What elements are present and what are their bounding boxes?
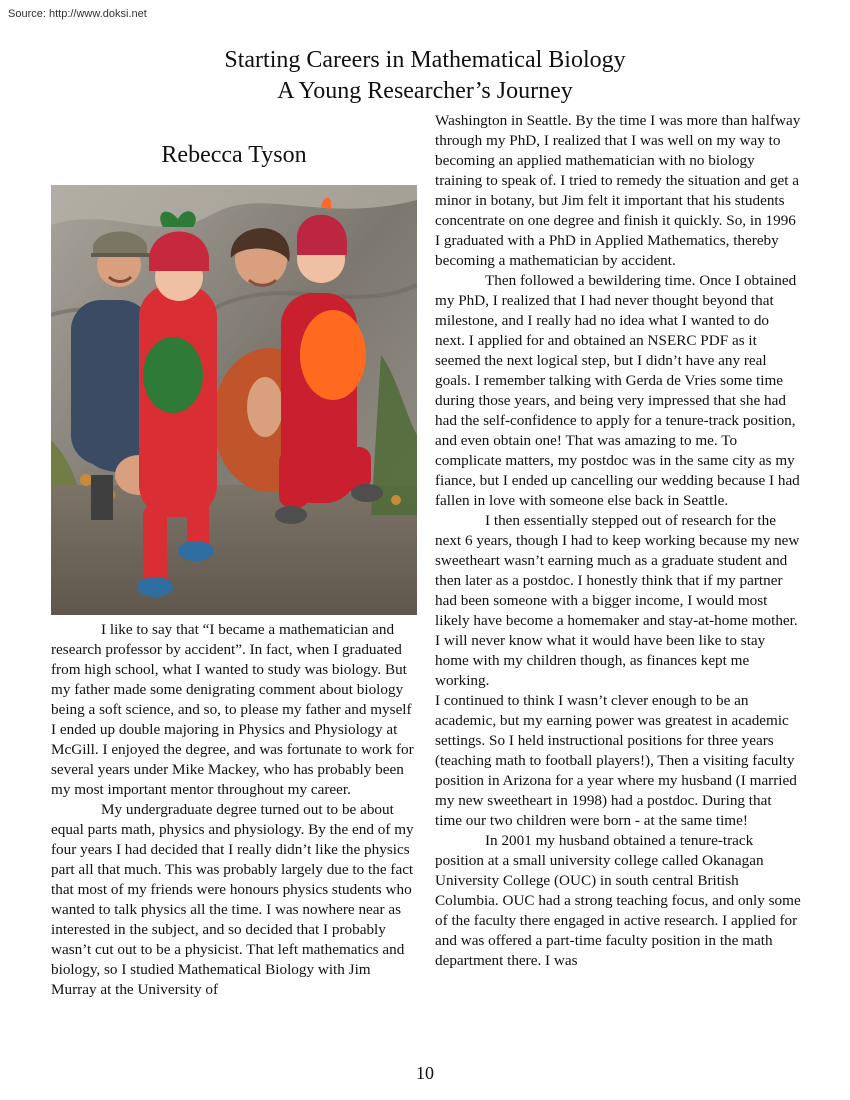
paragraph: I then essentially stepped out of research for the next 6 years, though I had to keep working because my new sweetheart wasn’t earning much as a graduate student and then later as a postdoc. I honestly think that if my partner had been someone with a bigger income, I would most likely have become a homemaker and stay-at-home mother. I will never know what it would have been like to stay home with my children though, as finances kept me working.	[435, 512, 800, 689]
article-title	[0, 45, 850, 107]
paragraph: My undergraduate degree turned out to be about equal parts math, physics and physiology. By the end of my four years I had decided that I really didn’t like the physics part all that much. This was probably largely due to the fact that most of my friends were honours physics students who wanted to talk physics all the time. I was nowhere near as interested in the subject, and so decided that I probably wasn’t cut out to be a physicist. That left mathematics and biology, so I studied Mathematical Biology with Jim Murray at the University of	[51, 801, 414, 998]
paragraph: I continued to think I wasn’t clever enough to be an academic, but my earning power was greatest in academic settings. So I held instructional positions for three years (teaching math to football players!), Then a visiting faculty position in Arizona for a year where my husband (I married my new sweetheart in 1998) had a postdoc. During that time our two children were born - at the same time!	[435, 692, 797, 829]
title-line-1: Starting Careers in Mathematical Biology	[224, 47, 626, 73]
title-line-2: A Young Researcher’s Journey	[277, 78, 573, 104]
paragraph: Washington in Seattle. By the time I was more than halfway through my PhD, I realized that I was well on my way to becoming an applied mathematician with no biology training to speak of. I tried to remedy the situation and get a minor in botany, but Jim felt it important that his students concentrate on one degree and finish it quickly. So, in 1996 I graduated with a PhD in Applied Mathematics, thereby becoming a mathematician by accident.	[435, 112, 801, 269]
source-url[interactable]: Source: http://www.doksi.net	[8, 8, 147, 20]
paragraph: Then followed a bewildering time. Once I obtained my PhD, I realized that I had never thought beyond that milestone, and I really had no idea what I wanted to do next. I applied for and obtained an NSERC PDF as it seemed the next logical step, but I didn’t have any real goals. I remember talking with Gerda de Vries some time during those years, and being very impressed that she had had the self-confidence to apply for a tenure-track position, and even obtain one! That was amazing to me. To complicate matters, my postdoc was in the same city as my fiance, but I ended up cancelling our wedding because I had fallen in love with someone else back in Seattle.	[435, 272, 800, 509]
right-column	[435, 111, 802, 971]
page-number: 10	[416, 1063, 434, 1083]
paragraph: I like to say that “I became a mathematician and research professor by accident”. In fact, when I graduated from high school, what I wanted to study was biology. But my father made some denigrating comment about biology being a soft science, and so, to please my father and myself I ended up double majoring in Physics and Physiology at McGill. I enjoyed the degree, and was fortunate to work for several years under Mike Mackey, who has probably been my most important mentor throughout my career.	[51, 621, 414, 798]
author-name: Rebecca Tyson	[161, 142, 307, 168]
family-photo	[51, 185, 417, 615]
paragraph: In 2001 my husband obtained a tenure-track position at a small university college called Okanagan University College (OUC) in south central British Columbia. OUC had a strong teaching focus, and only some of the faculty there engaged in active research. I applied for and was offered a part-time faculty position in the math department there. I was	[435, 832, 801, 969]
left-column	[51, 620, 418, 1000]
